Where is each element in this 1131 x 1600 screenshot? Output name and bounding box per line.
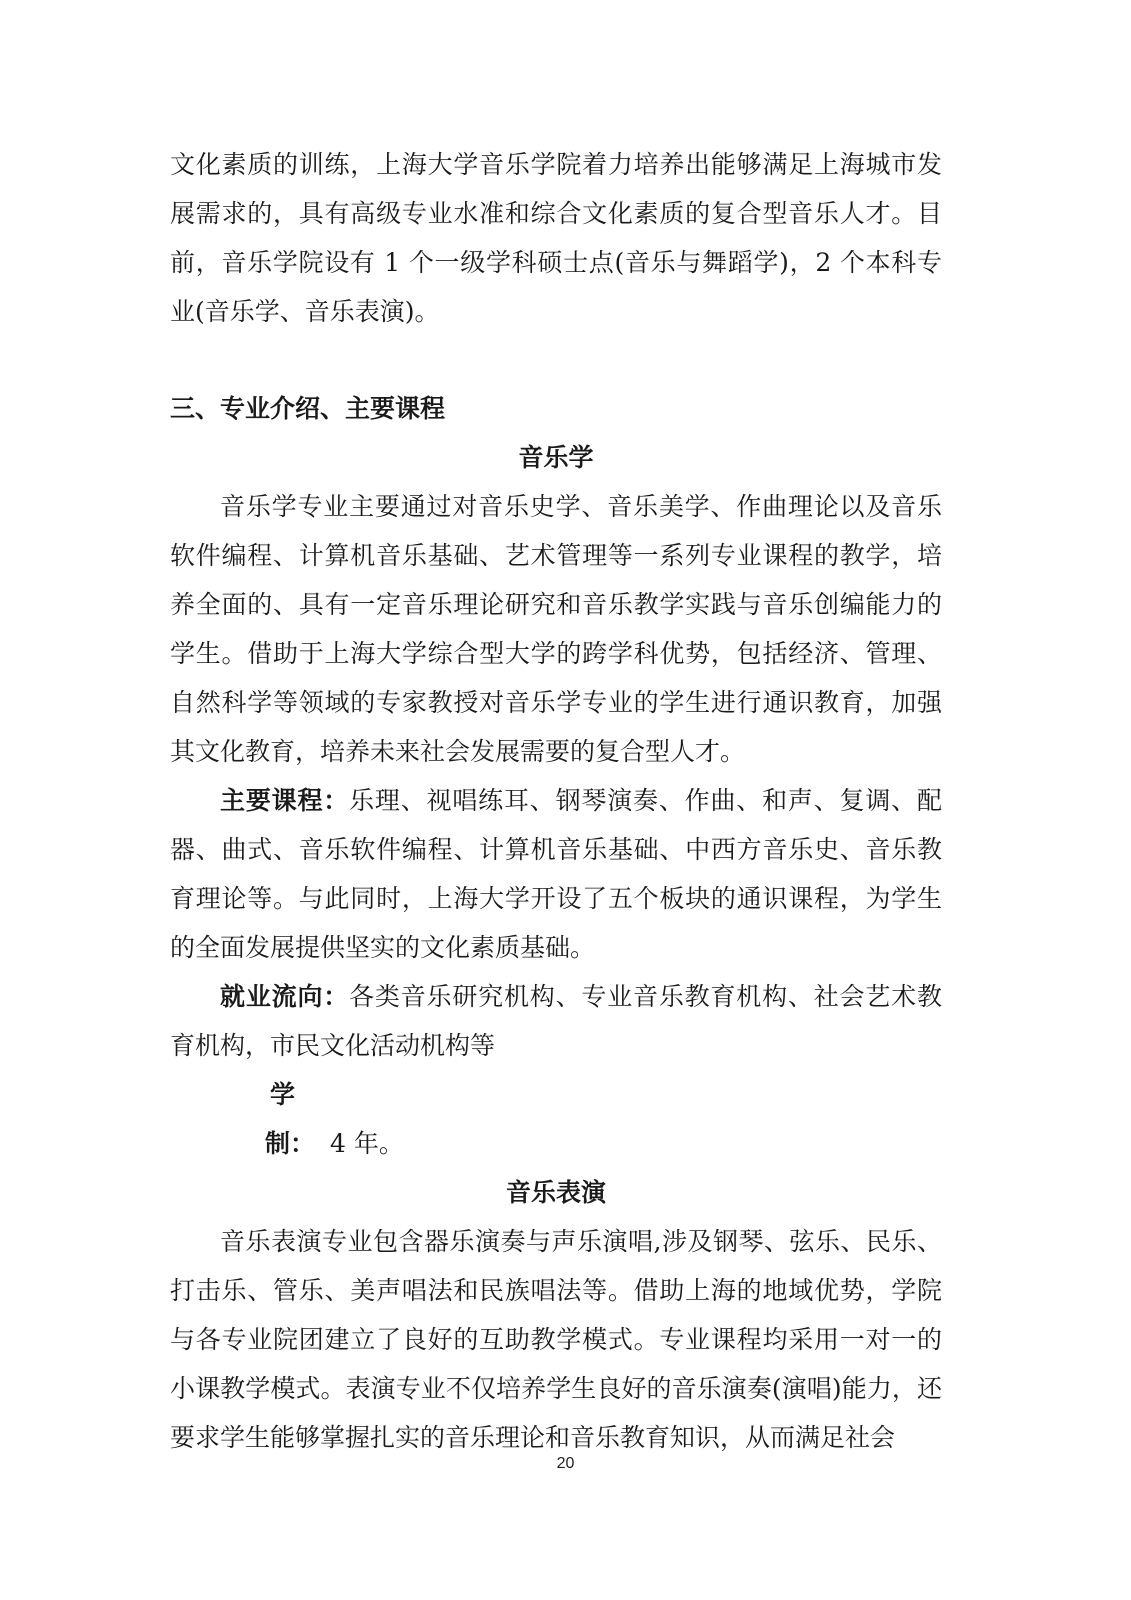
music-studies-employment <box>170 972 942 1070</box>
section-heading: 三、专业介绍、主要课程 <box>170 394 446 423</box>
duration-text: 4 年。 <box>330 1129 404 1158</box>
duration-label-part-2: 制： <box>265 1129 316 1158</box>
courses-text: 乐理、视唱练耳、钢琴演奏、作曲、和声、复调、配器、曲式、音乐软件编程、计算机音乐基础、中西方音乐史、音乐教育理论等。与此同时，上海大学开设了五个板块的通识课程，为学生的全面发展提供坚实的文化素质基础。 <box>170 786 942 962</box>
music-studies-duration <box>170 1070 942 1168</box>
section-spacer <box>170 336 942 384</box>
employment-label: 就业流向： <box>220 982 350 1011</box>
music-studies-description: 音乐学专业主要通过对音乐史学、音乐美学、作曲理论以及音乐软件编程、计算机音乐基础、艺术管理等一系列专业课程的教学，培养全面的、具有一定音乐理论研究和音乐教学实践与音乐创编能力的学生。借助于上海大学综合型大学的跨学科优势，包括经济、管理、自然科学等领域的专家教授对音乐学专业的学生进行通识教育，加强其文化教育，培养未来社会发展需要的复合型人才。 <box>170 492 942 766</box>
employment-text: 各类音乐研究机构、专业音乐教育机构、社会艺术教育机构，市民文化活动机构等 <box>170 982 942 1060</box>
duration-label-part-1: 学 <box>270 1080 296 1109</box>
intro-paragraph: 文化素质的训练，上海大学音乐学院着力培养出能够满足上海城市发展需求的，具有高级专业水准和综合文化素质的复合型音乐人才。目前，音乐学院设有 1 个一级学科硕士点(音乐与舞蹈学)，2 个本科专业(音乐学、音乐表演)。 <box>170 150 942 326</box>
page-number: 20 <box>556 1455 575 1472</box>
music-studies-title: 音乐学 <box>518 443 594 472</box>
page-content <box>170 140 942 1462</box>
courses-label: 主要课程： <box>220 786 350 815</box>
music-performance-title: 音乐表演 <box>505 1178 606 1207</box>
music-performance-description: 音乐表演专业包含器乐演奏与声乐演唱,涉及钢琴、弦乐、民乐、打击乐、管乐、美声唱法和民族唱法等。借助上海的地域优势，学院与各专业院团建立了良好的互助教学模式。专业课程均采用一对一的小课教学模式。表演专业不仅培养学生良好的音乐演奏(演唱)能力，还要求学生能够掌握扎实的音乐理论和音乐教育知识，从而满足社会 <box>170 1227 942 1452</box>
music-studies-courses <box>170 776 942 972</box>
duration-label <box>220 1070 330 1168</box>
